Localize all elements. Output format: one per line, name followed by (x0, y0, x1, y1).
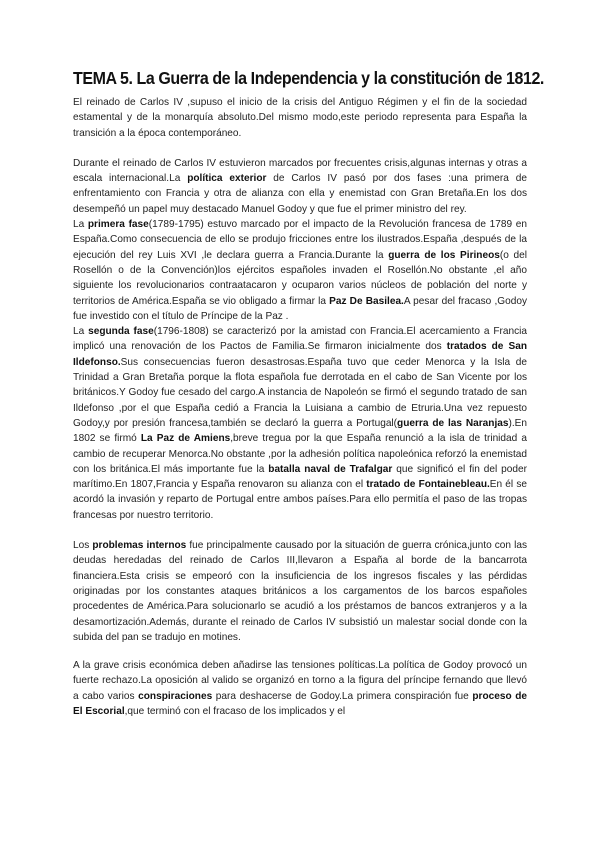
paragraph-intro: El reinado de Carlos IV ,supuso el inicio de la crisis del Antiguo Régimen y el fin de la sociedad estamental y de la monarquía absoluto.Del mismo modo,este periodo representa para España la transición a la época contemporáneo. (73, 97, 527, 139)
bold-term: guerra de los Pirineos (388, 249, 500, 261)
bold-term: tratado de Fontainebleau. (366, 479, 490, 491)
bold-term: batalla naval de Trafalgar (268, 463, 393, 475)
paragraph-internal-problems: Los problemas internos fue principalmente causado por la situación de guerra crónica,junto con las deudas heredadas del reinado de Carlos III,llevaron a España al borde de la bancarrota financiera.Esta crisis se empeoró con la insuficiencia de los ingresos fiscales y las pérdidas originadas por los constantes ataques británicos a los cargamentos de los barcos españoles procedentes de América.Para solucionarlo se acudió a los préstamos de bancos extranjeros y a la desamortización.Además, durante el reinado de Carlos IV subsistió un malestar social donde con la subida del pan se tradujo en motines. (73, 540, 527, 643)
paragraph-spacer (73, 141, 527, 156)
paragraph-second-phase: La segunda fase(1796-1808) se caracterizó por la amistad con Francia.El acercamiento a Francia implicó una renovación de los Pactos de Familia.Se firmaron inicialmente dos tratados de San Ildefonso.Sus consecuencias fueron desastrosas.España tuvo que ceder Menorca y la Isla de Trinidad a Gran Bretaña porque la flota española fue derrotada en el cabo de San Vicente por los británicos.Y Godoy fue cesado del cargo.A instancia de Napoleón se firmó el segundo tratado de san Ildefonso ,por el que España cedió a Francia la Luisiana a cambio de Etruria.Una vez repuesto Godoy,y por presión francesa,también se declaró la guerra a Portugal(guerra de las Naranjas).En 1802 se firmó La Paz de Amiens,breve tregua por la que España renunció a la isla de trinidad a cambio de recuperar Menorca.No obstante ,por la adhesión política napoleónica reforzó la enemistad con los británica.El más importante fue la batalla naval de Trafalgar que significó el fin del poder marítimo.En 1807,Francia y España renovaron su alianza con el tratado de Fontainebleau.En él se acordó la invasión y reparto de Portugal entre ambos países.Para ello permitía el paso de las tropas francesas por nuestro territorio. (73, 326, 528, 521)
bold-term: problemas internos (92, 540, 187, 552)
paragraph-first-phase: La primera fase(1789-1795) estuvo marcado por el impacto de la Revolución francesa de 1789 en España.Como consecuencia de ello se produjo fricciones entre los ilustrados.España ,después de la ejecución del rey Luis XVI ,le declara guerra a Francia.Durante la guerra de los Pirineos(o del Rosellón o de la Convención)los ejércitos españoles invaden el Rosellón.No obstante ,el año siguiente los revolucionarios contraatacaron y ocuparon varios núcleos de población del norte y territorios de América.España se vio obligado a firmar la Paz De Basilea.A pesar del fracaso ,Godoy fue investido con el título de Príncipe de la Paz . (73, 219, 528, 322)
paragraph-spacer (73, 523, 527, 538)
document-body (73, 95, 527, 719)
bold-term: La Paz de Amiens (140, 433, 231, 445)
bold-term: política exterior (187, 173, 267, 185)
bold-term: proceso de El Escorial (73, 690, 527, 717)
bold-term: guerra de las Naranjas (397, 417, 509, 429)
paragraph-political-tensions: A la grave crisis económica deben añadirse las tensiones políticas.La política de Godoy provocó un fuerte rechazo.La oposición al valido se organizó en torno a la figura del príncipe fernando que llevó a cabo varios conspiraciones para deshacerse de Godoy.La primera conspiración fue proceso de El Escorial,que terminó con el fracaso de los implicados y el (73, 660, 527, 717)
paragraph-foreign-policy: Durante el reinado de Carlos IV estuvieron marcados por frecuentes crisis,algunas internas y otras a escala internacional.La política exterior de Carlos IV pasó por dos fases :una primera de enfrentamiento con Francia y otra de alianza con ella y enemistad con Gran Bretaña.En los dos desempeñó un papel muy destacado Manuel Godoy y que fue el primer ministro del rey. (73, 157, 527, 215)
bold-term: segunda fase (88, 326, 154, 338)
bold-term: tratados de San Ildefonso. (73, 341, 527, 368)
page-title: TEMA 5. La Guerra de la Independencia y la constitución de 1812. (73, 68, 544, 88)
paragraph-spacer (73, 645, 527, 658)
bold-term: conspiraciones (138, 690, 213, 702)
bold-term: primera fase (87, 219, 149, 231)
bold-term: Paz De Basilea. (329, 295, 404, 307)
